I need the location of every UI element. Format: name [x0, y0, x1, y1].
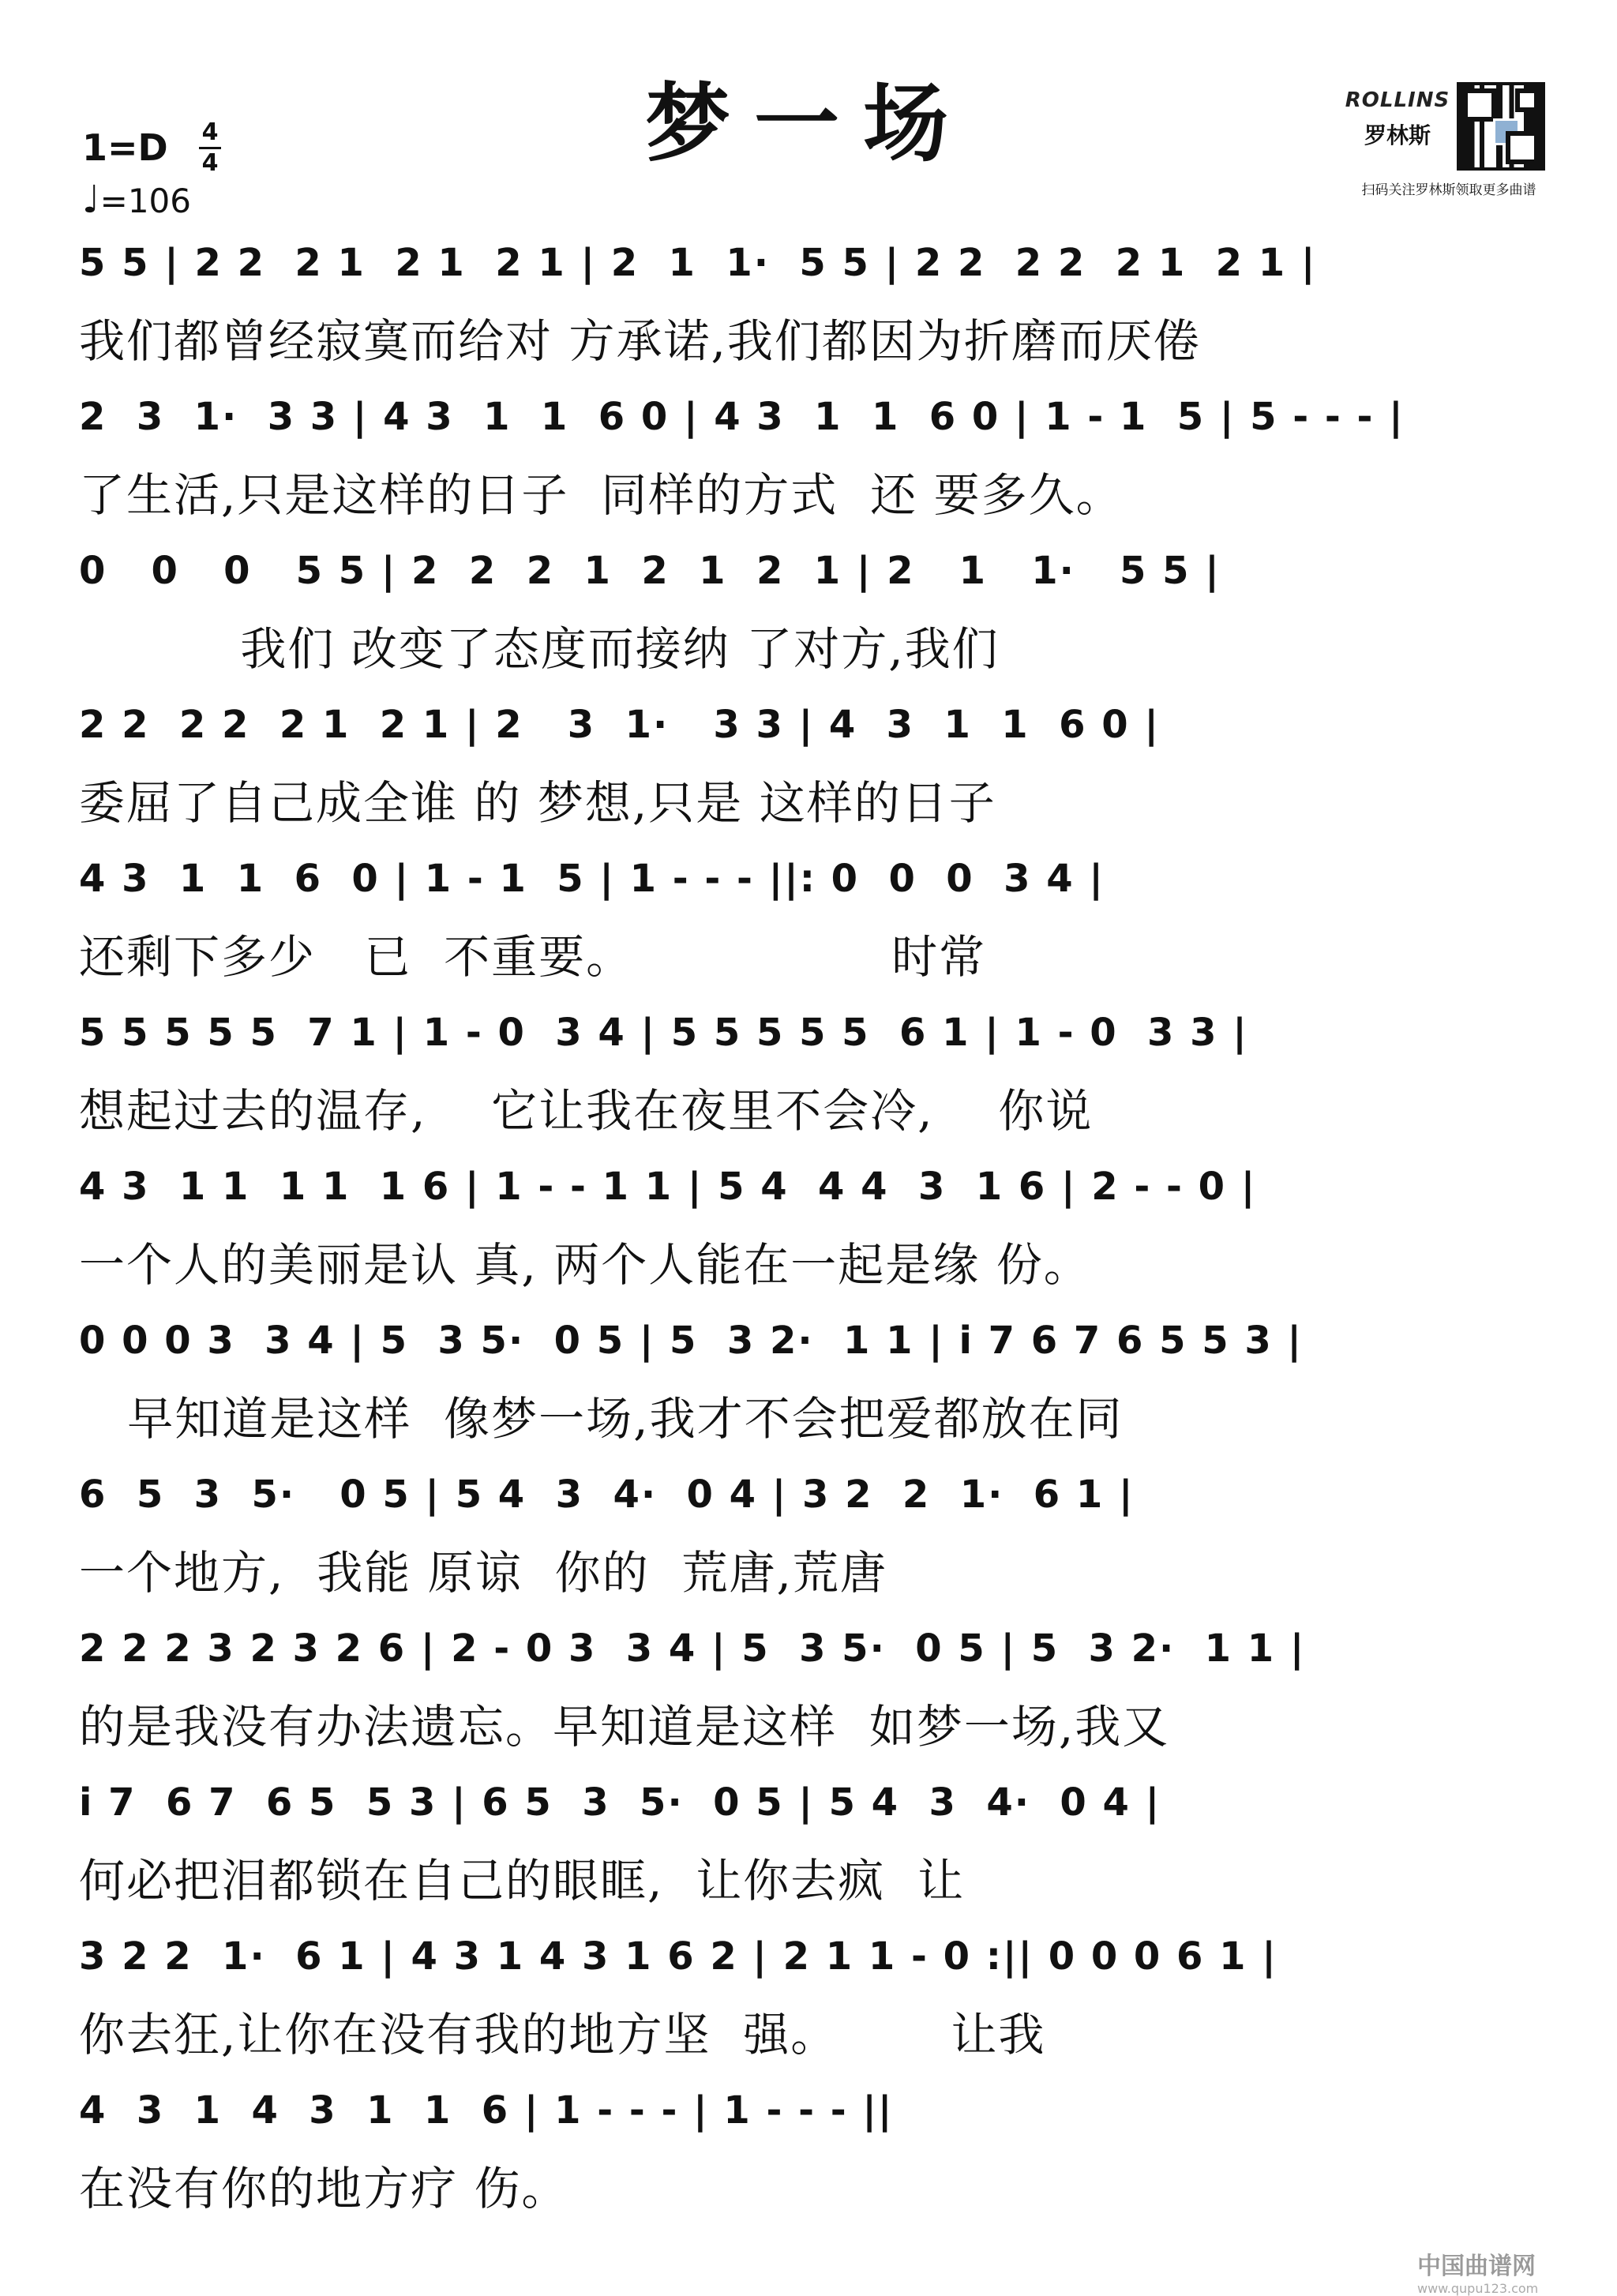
notation-row: 6 5 3 5· 0 5 | 5 4 3 4· 0 4 | 3 2 2 1· 6 1 | [79, 1473, 1135, 1517]
notation-row: 2 2 2 2 2 1 2 1 | 2 3 1· 3 3 | 4 3 1 1 6 0 | [79, 703, 1160, 747]
lyrics-row: 我们 改变了态度而接纳 了对方,我们 [79, 622, 1000, 676]
lyrics-row: 一个地方, 我能 原谅 你的 荒唐,荒唐 [79, 1546, 887, 1600]
notation-row: i 7 6 7 6 5 5 3 | 6 5 3 5· 0 5 | 5 4 3 4· 0 4 | [79, 1780, 1161, 1825]
notation-row: 5 5 5 5 5 7 1 | 1 - 0 3 4 | 5 5 5 5 5 6 1 | 1 - 0 3 3 | [79, 1011, 1248, 1055]
lyrics-row: 委屈了自己成全谁 的 梦想,只是 这样的日子 [79, 776, 996, 830]
notation-row: 2 3 1· 3 3 | 4 3 1 1 6 0 | 4 3 1 1 6 0 | 1 - 1 5 | 5 - - - | [79, 395, 1405, 439]
time-sig-top: 4 [201, 118, 219, 146]
site-watermark [1417, 2246, 1538, 2296]
lyrics-row: 在没有你的地方疗 伤。 [79, 2162, 569, 2215]
watermark-url: www.qupu123.com [1417, 2281, 1539, 2296]
notation-row: 0 0 0 3 3 4 | 5 3 5· 0 5 | 5 3 2· 1 1 | i 7 6 7 6 5 5 3 | [79, 1319, 1303, 1363]
rollins-logo: ROLLINS [1345, 88, 1450, 112]
watermark-site: 中国曲谱网 [1417, 2253, 1536, 2280]
lyrics-row: 还剩下多少 已 不重要。 时常 [79, 930, 987, 984]
lyrics-row: 你去狂,让你在没有我的地方坚 强。 让我 [79, 2008, 1046, 2062]
notation-row: 4 3 1 4 3 1 1 6 | 1 - - - | 1 - - - || [79, 2088, 894, 2133]
lyrics-row: 一个人的美丽是认 真, 两个人能在一起是缘 份。 [79, 1238, 1091, 1292]
song-title: 梦一场 [644, 75, 972, 174]
tempo-value: =106 [99, 182, 191, 220]
notation-row: 4 3 1 1 6 0 | 1 - 1 5 | 1 - - - ||: 0 0 0 3 4 | [79, 857, 1105, 901]
brand-block [1334, 88, 1461, 150]
notation-row: 0 0 0 5 5 | 2 2 2 1 2 1 2 1 | 2 1 1· 5 5 | [79, 549, 1221, 593]
notation-row: 2 2 2 3 2 3 2 6 | 2 - 0 3 3 4 | 5 3 5· 0 5 | 5 3 2· 1 1 | [79, 1626, 1306, 1671]
time-signature [194, 118, 226, 178]
key-signature: 1=D [82, 126, 168, 169]
tempo-marking [82, 178, 191, 222]
qr-code-icon[interactable] [1457, 82, 1545, 171]
notation-row: 5 5 | 2 2 2 1 2 1 2 1 | 2 1 1· 5 5 | 2 2 2 2 2 1 2 1 | [79, 241, 1317, 285]
lyrics-row: 我们都曾经寂寞而给对 方承诺,我们都因为折磨而厌倦 [79, 314, 1201, 368]
quarter-note-icon: ♩ [82, 178, 100, 222]
lyrics-row: 何必把泪都锁在自己的眼眶, 让你去疯 让 [79, 1854, 966, 1908]
brand-name: 罗林斯 [1364, 122, 1431, 148]
qr-caption: 扫码关注罗林斯领取更多曲谱 [1361, 182, 1536, 198]
lyrics-row: 早知道是这样 像梦一场,我才不会把爱都放在同 [79, 1392, 1124, 1446]
time-sig-bottom: 4 [201, 149, 219, 177]
lyrics-row: 了生活,只是这样的日子 同样的方式 还 要多久。 [79, 468, 1124, 522]
lyrics-row: 想起过去的温存, 它让我在夜里不会冷, 你说 [79, 1084, 1094, 1138]
notation-row: 3 2 2 1· 6 1 | 4 3 1 4 3 1 6 2 | 2 1 1 - 0 :|| 0 0 0 6 1 | [79, 1934, 1277, 1979]
lyrics-row: 的是我没有办法遗忘。早知道是这样 如梦一场,我又 [79, 1700, 1170, 1754]
notation-row: 4 3 1 1 1 1 1 6 | 1 - - 1 1 | 5 4 4 4 3 1 6 | 2 - - 0 | [79, 1165, 1257, 1209]
